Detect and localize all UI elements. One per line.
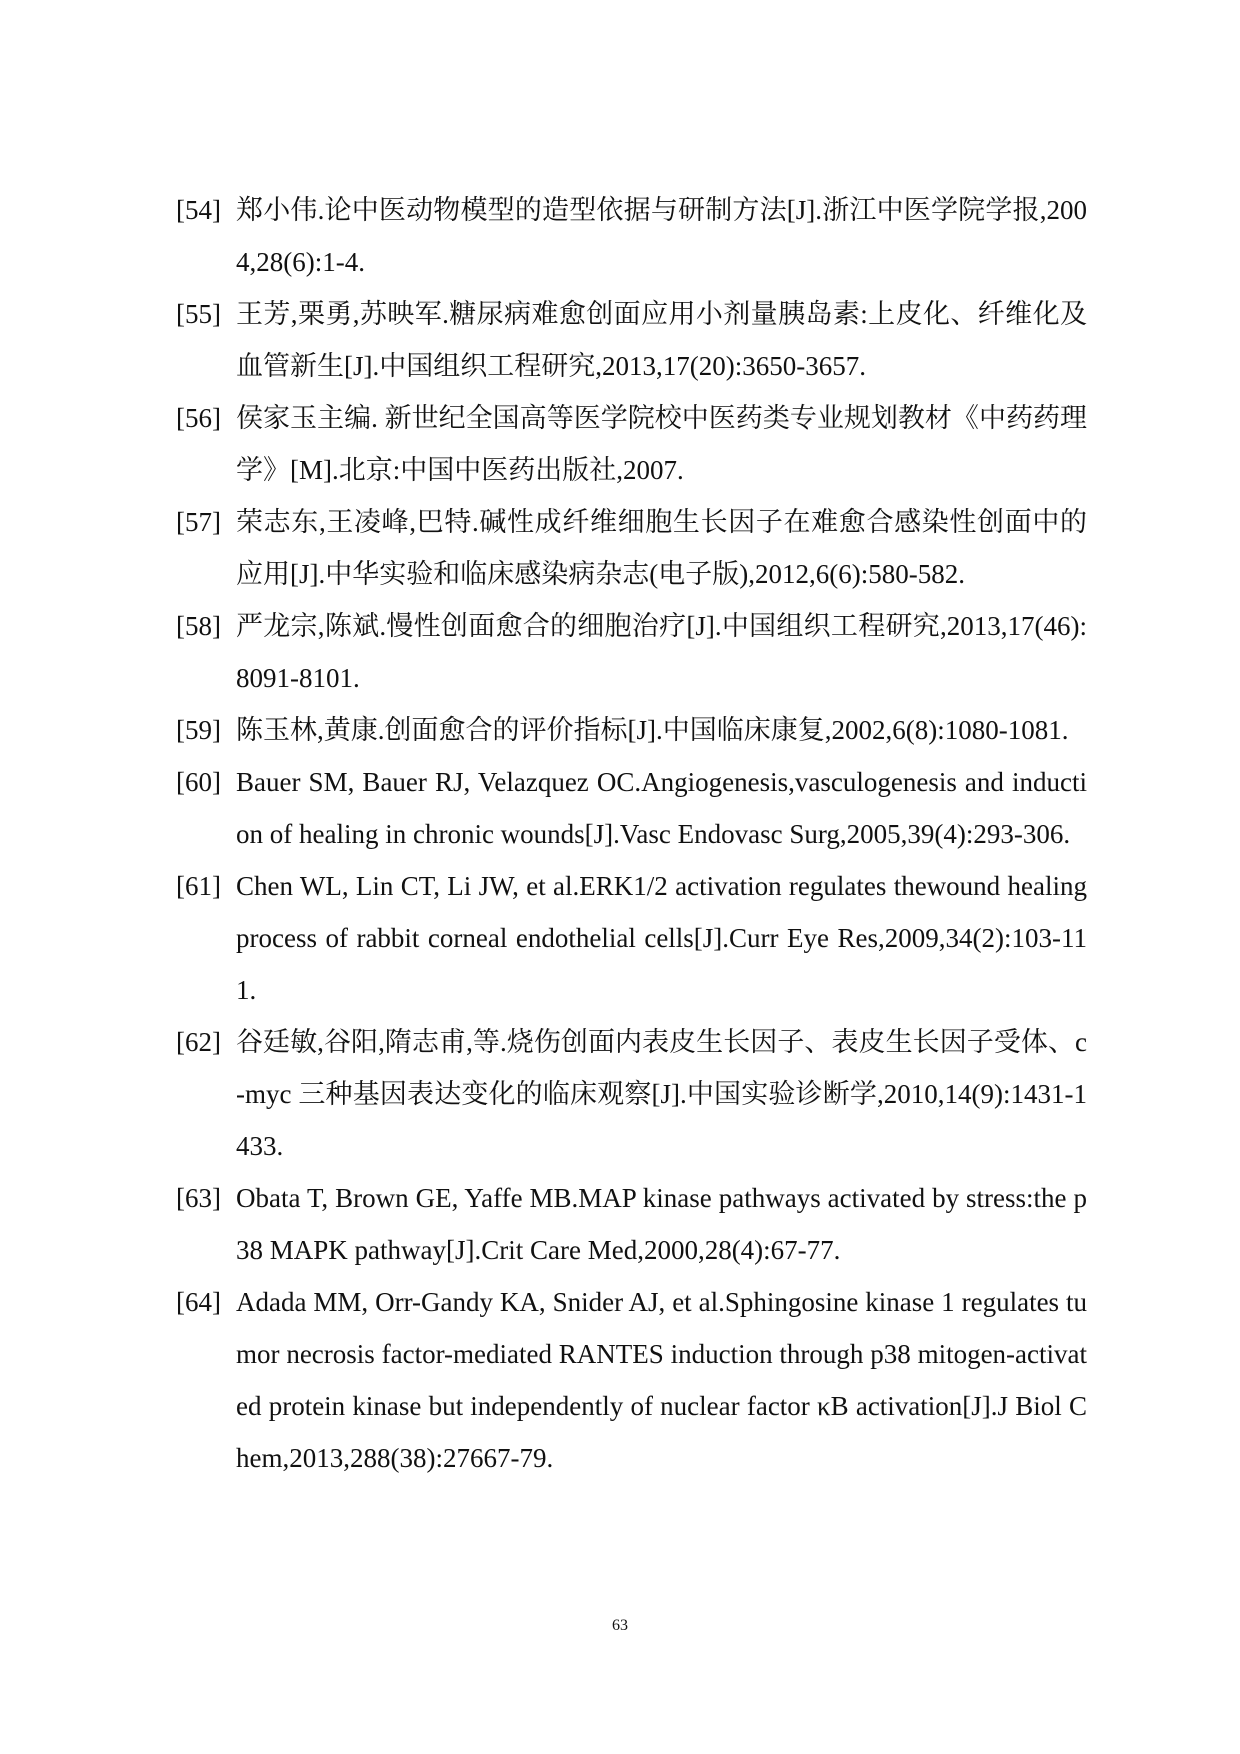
- reference-text: Bauer SM, Bauer RJ, Velazquez OC.Angiogenesis,vasculogenesis and induction of healing in chronic wounds[J].Vasc Endovasc Surg,2005,39(4):293-306.: [236, 767, 1087, 849]
- reference-text: 王芳,栗勇,苏映军.糖尿病难愈创面应用小剂量胰岛素:上皮化、纤维化及血管新生[J].中国组织工程研究,2013,17(20):3650-3657.: [236, 299, 1087, 381]
- reference-item: [176, 392, 1087, 496]
- reference-number: [64]: [176, 1287, 221, 1317]
- reference-text: 严龙宗,陈斌.慢性创面愈合的细胞治疗[J].中国组织工程研究,2013,17(46):8091-8101.: [236, 611, 1087, 693]
- reference-number: [56]: [176, 403, 221, 433]
- reference-text: Adada MM, Orr-Gandy KA, Snider AJ, et al.Sphingosine kinase 1 regulates tumor necrosis factor-mediated RANTES induction through p38 mitogen-activated protein kinase but independently of nuclear factor κB activation[J].J Biol Chem,2013,288(38):27667-79.: [236, 1287, 1087, 1473]
- reference-number: [54]: [176, 195, 221, 225]
- reference-text: Obata T, Brown GE, Yaffe MB.MAP kinase pathways activated by stress:the p38 MAPK pathway[J].Crit Care Med,2000,28(4):67-77.: [236, 1183, 1087, 1265]
- reference-item: [176, 1276, 1087, 1484]
- reference-number: [59]: [176, 715, 221, 745]
- reference-number: [57]: [176, 507, 221, 537]
- reference-text: 谷廷敏,谷阳,隋志甫,等.烧伤创面内表皮生长因子、表皮生长因子受体、c-myc 三种基因表达变化的临床观察[J].中国实验诊断学,2010,14(9):1431-1433.: [236, 1027, 1087, 1161]
- reference-item: [176, 860, 1087, 1016]
- reference-item: [176, 288, 1087, 392]
- reference-text: 侯家玉主编. 新世纪全国高等医学院校中医药类专业规划教材《中药药理学》[M].北京:中国中医药出版社,2007.: [236, 403, 1087, 485]
- reference-item: [176, 704, 1087, 756]
- reference-item: [176, 184, 1087, 288]
- reference-item: [176, 1016, 1087, 1172]
- reference-number: [58]: [176, 611, 221, 641]
- reference-item: [176, 756, 1087, 860]
- reference-text: 郑小伟.论中医动物模型的造型依据与研制方法[J].浙江中医学院学报,2004,28(6):1-4.: [236, 195, 1087, 277]
- page-number: 63: [612, 1617, 628, 1634]
- reference-number: [60]: [176, 767, 221, 797]
- reference-item: [176, 600, 1087, 704]
- reference-list: [176, 184, 1087, 1484]
- reference-item: [176, 496, 1087, 600]
- reference-text: 陈玉林,黄康.创面愈合的评价指标[J].中国临床康复,2002,6(8):1080-1081.: [236, 715, 1069, 745]
- reference-number: [61]: [176, 871, 221, 901]
- reference-item: [176, 1172, 1087, 1276]
- reference-number: [63]: [176, 1183, 221, 1213]
- reference-number: [55]: [176, 299, 221, 329]
- reference-text: 荣志东,王凌峰,巴特.碱性成纤维细胞生长因子在难愈合感染性创面中的应用[J].中华实验和临床感染病杂志(电子版),2012,6(6):580-582.: [236, 507, 1087, 589]
- reference-number: [62]: [176, 1027, 221, 1057]
- reference-text: Chen WL, Lin CT, Li JW, et al.ERK1/2 activation regulates thewound healing process of rabbit corneal endothelial cells[J].Curr Eye Res,2009,34(2):103-111.: [236, 871, 1087, 1005]
